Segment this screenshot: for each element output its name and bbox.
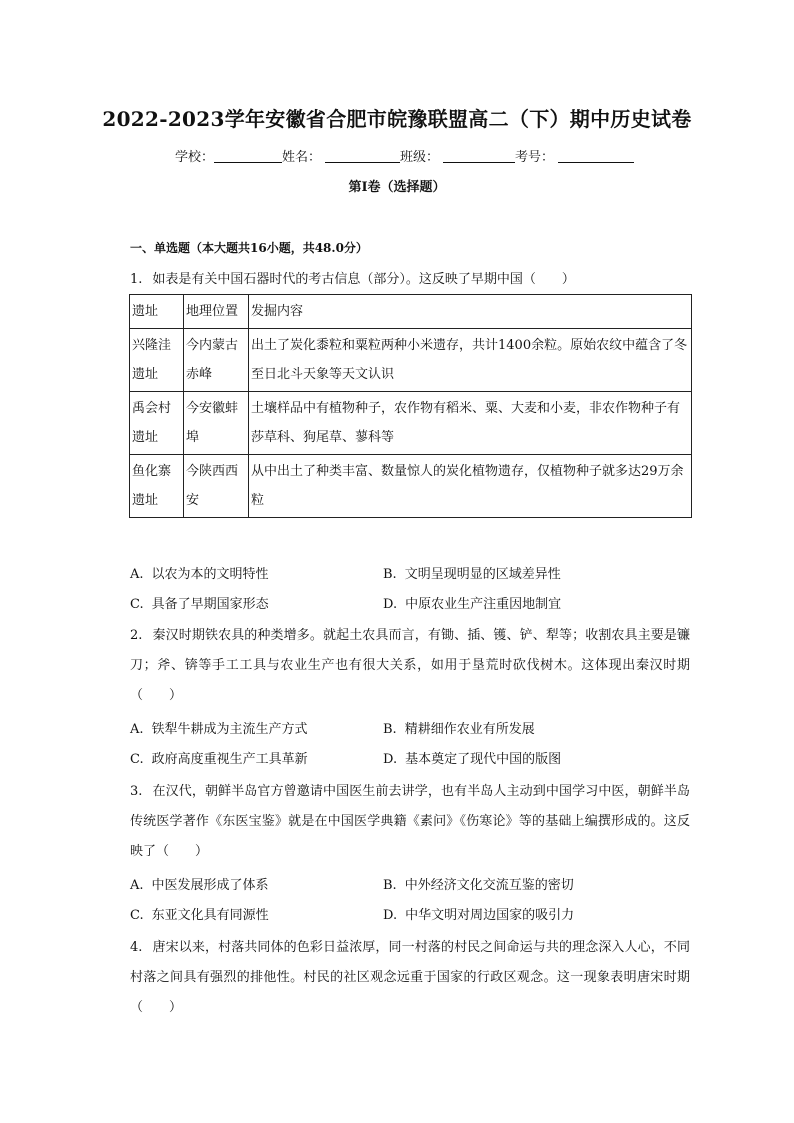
exam-no-blank[interactable] [558,150,634,163]
table-cell: 鱼化寨遗址 [130,455,184,518]
student-info-line [175,146,634,165]
table-header-cell: 发掘内容 [249,295,692,329]
table-header-cell: 遗址 [130,295,184,329]
question-1-option-c[interactable]: C. 具备了早期国家形态 [130,597,269,612]
table-row [130,392,692,455]
question-2-option-a[interactable]: A. 铁犁牛耕成为主流生产方式 [130,722,308,737]
school-label: 学校： [175,150,215,165]
section-title: 一、单选题（本大题共16小题，共48.0分） [130,241,368,255]
question-2-option-c[interactable]: C. 政府高度重视生产工具革新 [130,752,308,767]
exam-no-label: 考号： [515,150,555,165]
class-label: 班级： [400,150,440,165]
class-blank[interactable] [443,150,515,163]
question-1-option-d[interactable]: D. 中原农业生产注重因地制宜 [383,597,562,612]
table-cell: 禹会村遗址 [130,392,184,455]
table-row [130,329,692,392]
question-number: 4. [130,940,143,955]
question-text: 在汉代，朝鲜半岛官方曾邀请中国医生前去讲学，也有半岛人主动到中国学习中医，朝鲜半岛传统医学著作《东医宝鉴》就是在中国医学典籍《素问》《伤寒论》等的基础上编撰形成的。这反映了（ ） [130,784,690,859]
question-text: 如表是有关中国石器时代的考古信息（部分）。这反映了早期中国（ ） [152,272,575,287]
question-3-option-c[interactable]: C. 东亚文化具有同源性 [130,908,269,923]
table-cell: 今陕西西安 [184,455,249,518]
question-3-option-a[interactable]: A. 中医发展形成了体系 [130,878,269,893]
school-blank[interactable] [214,150,282,163]
question-2-option-d[interactable]: D. 基本奠定了现代中国的版图 [383,752,562,767]
question-1-option-a[interactable]: A. 以农为本的文明特性 [130,567,269,582]
question-number: 3. [130,784,143,799]
question-2-stem [130,621,690,711]
table-row [130,455,692,518]
table-cell: 土壤样品中有植物种子，农作物有稻米、粟、大麦和小麦，非农作物种子有莎草科、狗尾草、蓼科等 [249,392,692,455]
question-number: 1. [130,272,143,287]
table-cell: 兴隆洼遗址 [130,329,184,392]
question-text: 秦汉时期铁农具的种类增多。就起土农具而言，有锄、插、镬、铲、犁等；收割农具主要是镰刀；斧、锛等手工工具与农业生产也有很大关系，如用于垦荒时砍伐树木。这体现出秦汉时期（ ） [130,628,690,703]
question-1-option-b[interactable]: B. 文明呈现明显的区域差异性 [383,567,561,582]
question-text: 唐宋以来，村落共同体的色彩日益浓厚，同一村落的村民之间命运与共的理念深入人心，不同村落之间具有强烈的排他性。村民的社区观念远重于国家的行政区观念。这一现象表明唐宋时期（ ） [130,940,690,1015]
table-header-row [130,295,692,329]
name-blank[interactable] [325,150,400,163]
table-header-cell: 地理位置 [184,295,249,329]
table-cell: 今内蒙古赤峰 [184,329,249,392]
part-title: 第Ⅰ卷（选择题） [348,180,446,195]
question-number: 2. [130,628,143,643]
question-3-option-b[interactable]: B. 中外经济文化交流互鉴的密切 [383,878,574,893]
archaeology-table [129,294,692,518]
name-label: 姓名： [282,150,322,165]
question-2-option-b[interactable]: B. 精耕细作农业有所发展 [383,722,535,737]
table-cell: 从中出土了种类丰富、数量惊人的炭化植物遗存，仅植物种子就多达29万余粒 [249,455,692,518]
exam-title: 2022-2023学年安徽省合肥市皖豫联盟高二（下）期中历史试卷 [102,107,692,131]
question-1-stem [130,265,690,295]
question-4-stem [130,933,690,1023]
table-cell: 出土了炭化黍粒和粟粒两种小米遗存，共计1400余粒。原始农纹中蕴含了冬至日北斗天象等天文认识 [249,329,692,392]
table-cell: 今安徽蚌埠 [184,392,249,455]
question-3-stem [130,777,690,867]
question-3-option-d[interactable]: D. 中华文明对周边国家的吸引力 [383,908,575,923]
